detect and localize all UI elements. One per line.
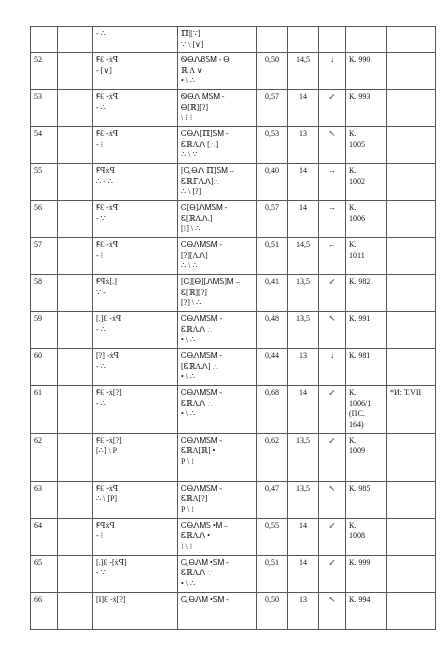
row-number-cell: 65 (31, 555, 58, 592)
cell-line: К. 999 (349, 557, 371, 567)
inscription-cell (93, 275, 178, 312)
empty-cell (58, 90, 93, 127)
cell-line: ꞘԐ -ẋꟼ (96, 129, 119, 139)
direction-arrow-cell: ↙ (319, 386, 346, 433)
note-cell (387, 27, 436, 53)
direction-arrow-cell: ↓ (319, 349, 346, 386)
table-row (31, 90, 436, 127)
reference-cell (346, 555, 387, 592)
cell-line: ∴ \ [?] (181, 187, 202, 197)
measure-1-cell: 0,51 (257, 238, 288, 275)
reading-cell (178, 349, 257, 386)
empty-cell (58, 312, 93, 349)
cell-line: ᏟᎾᏁᎷᏚᎷ - (181, 240, 223, 250)
cell-line: (ПС. (349, 409, 365, 419)
cell-line: ꞘԐ -ẋꟼ (96, 483, 119, 493)
table-row (31, 518, 436, 555)
cell-line: Ꮎ[ℝ][?] (181, 102, 209, 112)
reference-cell (346, 164, 387, 201)
note-cell (387, 53, 436, 90)
row-number-cell: 60 (31, 349, 58, 386)
measure-2-cell: 13,5 (288, 481, 319, 518)
measure-2-cell: 13 (288, 349, 319, 386)
measure-1-cell: 0,57 (257, 201, 288, 238)
note-cell (387, 433, 436, 481)
note-cell (387, 164, 436, 201)
reference-cell (346, 90, 387, 127)
cell-line: [?][ΛᏁ] (181, 250, 208, 260)
measure-2-cell (288, 27, 319, 53)
reference-cell (346, 481, 387, 518)
cell-line: - ∴ (96, 361, 106, 371)
measure-2-cell: 14 (288, 90, 319, 127)
empty-cell (58, 433, 93, 481)
cell-line: К. 990 (349, 55, 371, 65)
inscription-cell (93, 90, 178, 127)
note-cell (387, 518, 436, 555)
row-number-cell: 52 (31, 53, 58, 90)
empty-cell (58, 386, 93, 433)
direction-arrow-cell: ↖ (319, 127, 346, 164)
note-cell (387, 275, 436, 312)
cell-line: • \ ∴ (181, 578, 196, 588)
cell-line: К. (349, 129, 357, 139)
inscription-cell (93, 238, 178, 275)
cell-line: 1011 (349, 250, 365, 260)
cell-line: ᏟᎾᏁ[ℿ]ᏚᎷ - (181, 129, 229, 139)
cell-line: Ꮯ[Ꮎ]ᏁᎷᏚᎷ - (181, 203, 228, 213)
cell-line: Ꞙꟼẋꟼ (96, 166, 115, 176)
measure-2-cell: 13 (288, 127, 319, 164)
measure-2-cell: 13,5 (288, 433, 319, 481)
note-cell (387, 555, 436, 592)
table-row (31, 164, 436, 201)
inscription-cell (93, 481, 178, 518)
cell-line: ᏟᎾᏁᎷᏚᎷ - (181, 435, 223, 445)
table-row (31, 592, 436, 629)
reading-cell (178, 53, 257, 90)
cell-line: [ᏩᎾᏁ ℿ]ᏚᎷ – (181, 166, 234, 176)
note-cell (387, 592, 436, 629)
cell-line: ᏟᎾᏁᎷᏚᎷ - (181, 314, 223, 324)
cell-line: [⁝] \ ∴ (181, 224, 201, 234)
measure-2-cell: 14 (288, 386, 319, 433)
row-number-cell: 56 (31, 201, 58, 238)
cell-line: К. (349, 203, 357, 213)
cell-line: ᏋℝΛᏁ [∴] (181, 139, 219, 149)
reference-cell (346, 386, 387, 433)
cell-line: ᏋℝΛ[ℝ] • (181, 446, 216, 456)
cell-line: - ∴ (96, 324, 106, 334)
cell-line: ℿ|[∵] (181, 29, 201, 38)
cell-line: К. 981 (349, 351, 371, 361)
catalog-table (30, 26, 436, 630)
cell-line: - ∴ (96, 29, 106, 38)
cell-line: [∴] \ P (96, 446, 118, 456)
cell-line: К. 993 (349, 92, 371, 102)
row-number-cell: 54 (31, 127, 58, 164)
cell-line: - ⁝ (96, 139, 104, 149)
cell-line: - ∴ (96, 102, 106, 112)
direction-arrow-cell: ↖ (319, 592, 346, 629)
direction-arrow-cell: ↓ (319, 53, 346, 90)
measure-1-cell: 0,41 (257, 275, 288, 312)
cell-line: [ᏋℝΛᏁ] ∴ (181, 361, 219, 371)
note-cell (387, 312, 436, 349)
cell-line: ᏩᎾᏁᎷ •ᏚᎷ - (181, 594, 229, 604)
note-cell (387, 90, 436, 127)
cell-line: 164) (349, 419, 364, 429)
cell-line: ∵ - (96, 287, 106, 297)
reading-cell (178, 592, 257, 629)
cell-line: • \ ∴ (181, 76, 196, 86)
direction-arrow-cell: ↙ (319, 518, 346, 555)
note-cell (387, 349, 436, 386)
cell-line: К. 994 (349, 594, 371, 604)
cell-line: К. 982 (349, 277, 371, 287)
inscription-cell (93, 201, 178, 238)
empty-cell (58, 555, 93, 592)
cell-line: ᏫᎾᏁ ᎷᏚᎷ - (181, 92, 225, 102)
table-row (31, 27, 436, 53)
reference-cell (346, 127, 387, 164)
table-row (31, 555, 436, 592)
direction-arrow-cell: ← (319, 238, 346, 275)
note-cell (387, 201, 436, 238)
cell-line: ꞘԐ -ẋ[?] (96, 388, 122, 398)
inscription-cell (93, 592, 178, 629)
cell-line: Ꮛ[ℝ][?] (181, 287, 207, 297)
cell-line: - [∨] (96, 65, 112, 75)
measure-2-cell: 13,5 (288, 275, 319, 312)
note-cell (387, 238, 436, 275)
reading-cell (178, 518, 257, 555)
cell-line: ᏫᎾᏁᏰᏚᎷ - Ꮎ (181, 55, 230, 65)
cell-line: [I]Ԑ -ẋ[?] (96, 594, 126, 604)
note-cell (387, 127, 436, 164)
table-row (31, 201, 436, 238)
empty-cell (58, 518, 93, 555)
row-number-cell: 57 (31, 238, 58, 275)
inscription-cell (93, 27, 178, 53)
cell-line: К. (349, 240, 357, 250)
table-row (31, 312, 436, 349)
cell-line: [?] -ẋꟼ (96, 351, 119, 361)
measure-2-cell: 14 (288, 518, 319, 555)
row-number-cell: 55 (31, 164, 58, 201)
reading-cell (178, 481, 257, 518)
cell-line: [?] \ ∴ (181, 298, 202, 308)
measure-1-cell: 0,47 (257, 481, 288, 518)
table-row (31, 238, 436, 275)
cell-line: ∴ \ [P] (96, 494, 118, 504)
table-row (31, 127, 436, 164)
cell-line: ᏟᎾᏁᎷᏚᎷ - (181, 388, 223, 398)
cell-line: ꞘԐ -ẋꟼ (96, 92, 119, 102)
row-number-cell (31, 27, 58, 53)
row-number-cell: 58 (31, 275, 58, 312)
measure-1-cell: 0,62 (257, 433, 288, 481)
measure-1-cell: 0,68 (257, 386, 288, 433)
direction-arrow-cell: ↙ (319, 90, 346, 127)
reference-cell (346, 27, 387, 53)
cell-line: 1006 (349, 213, 365, 223)
cell-line: ꞘԐ -ẋꟼ (96, 55, 119, 65)
cell-line: ᏋℝΛᏁ ∵ (181, 568, 213, 578)
cell-line: P \ ⁝ (181, 456, 194, 466)
cell-line: - ⁝ (96, 531, 104, 541)
measure-2-cell: 13,5 (288, 312, 319, 349)
reference-cell (346, 312, 387, 349)
reference-cell (346, 518, 387, 555)
empty-cell (58, 349, 93, 386)
cell-line: К. 991 (349, 314, 371, 324)
measure-1-cell: 0,55 (257, 518, 288, 555)
reading-cell (178, 90, 257, 127)
measure-2-cell: 14 (288, 201, 319, 238)
cell-line: • \ ∴ (181, 335, 196, 345)
note-cell (387, 481, 436, 518)
cell-line: ᏟᎾᏁᎷᏚ •Ꮇ – (181, 520, 229, 530)
measure-1-cell: 0,40 (257, 164, 288, 201)
inscription-cell (93, 349, 178, 386)
row-number-cell: 53 (31, 90, 58, 127)
reading-cell (178, 201, 257, 238)
row-number-cell: 66 (31, 592, 58, 629)
cell-line: Ꞙꟼẋ[.] (96, 277, 117, 287)
direction-arrow-cell: ↙ (319, 433, 346, 481)
cell-line: ᏋℝΛᏁ ∴ (181, 324, 213, 334)
measure-1-cell: 0,50 (257, 53, 288, 90)
empty-cell (58, 164, 93, 201)
cell-line: ᏋℝℾΛᏁ]∴ (181, 176, 220, 186)
cell-line: 1008 (349, 531, 365, 541)
reading-cell (178, 433, 257, 481)
reading-cell (178, 386, 257, 433)
measure-1-cell: 0,48 (257, 312, 288, 349)
empty-cell (58, 275, 93, 312)
empty-cell (58, 238, 93, 275)
cell-line: 1002 (349, 176, 365, 186)
reading-cell (178, 312, 257, 349)
inscription-cell (93, 164, 178, 201)
measure-1-cell: 0,50 (257, 592, 288, 629)
empty-cell (58, 592, 93, 629)
empty-cell (58, 53, 93, 90)
cell-line: ᏟᎾᏁᎷᏚᎷ - (181, 351, 223, 361)
direction-arrow-cell: ↖ (319, 312, 346, 349)
cell-line: К. 985 (349, 483, 371, 493)
measure-1-cell: 0,53 (257, 127, 288, 164)
inscription-cell (93, 127, 178, 164)
cell-line: - ∵ (96, 213, 106, 223)
cell-line: - ∴ (96, 398, 106, 408)
table-row (31, 481, 436, 518)
cell-line: ᏟᎾᏁᎷᏚᎷ - (181, 483, 223, 493)
cell-line: [Ꮯ][Ꮎ][ᏁᎷᏚ]Ꮇ – (181, 277, 240, 287)
cell-line: ∴ \ ∵ (181, 150, 198, 160)
empty-cell (58, 201, 93, 238)
cell-line: [.]Ԑ -[ẋꟼ] (96, 557, 127, 567)
reference-cell (346, 275, 387, 312)
cell-line: Ꮛ[ℝΛᏁ.] (181, 213, 213, 223)
cell-line: - ⁝ (96, 250, 104, 260)
cell-line: \ ⁝ ⁝ (181, 113, 193, 123)
cell-line: • \ ∴ (181, 372, 196, 382)
row-number-cell: 62 (31, 433, 58, 481)
empty-cell (58, 481, 93, 518)
cell-line: ᏋℝΛᏁ ∴ (181, 398, 213, 408)
cell-line: ∵ \ [∨] (181, 39, 204, 49)
cell-line: К. (349, 520, 357, 530)
direction-arrow-cell: ↙ (319, 555, 346, 592)
measure-2-cell: 14,5 (288, 53, 319, 90)
reading-cell (178, 238, 257, 275)
cell-line: P \ ⁝ (181, 504, 194, 514)
inscription-cell (93, 433, 178, 481)
cell-line: ᏋℝΛᏁ • (181, 531, 210, 541)
cell-line: ∴ \ ∴ (181, 261, 198, 271)
reference-cell (346, 201, 387, 238)
table-row (31, 275, 436, 312)
reference-cell (346, 592, 387, 629)
measure-2-cell: 14,5 (288, 238, 319, 275)
measure-1-cell: 0,44 (257, 349, 288, 386)
cell-line: 1009 (349, 446, 365, 456)
inscription-cell (93, 312, 178, 349)
cell-line: ᏋℝΛ[?] (181, 494, 208, 504)
note-cell: *И: Т.VII (387, 386, 436, 433)
inscription-cell (93, 555, 178, 592)
direction-arrow-cell (319, 27, 346, 53)
inscription-cell (93, 518, 178, 555)
cell-line: К. (349, 388, 357, 398)
direction-arrow-cell: → (319, 201, 346, 238)
inscription-cell (93, 386, 178, 433)
direction-arrow-cell: → (319, 164, 346, 201)
row-number-cell: 64 (31, 518, 58, 555)
measure-2-cell: 13 (288, 592, 319, 629)
reference-cell (346, 238, 387, 275)
cell-line: К. (349, 435, 357, 445)
cell-line: ꞘԐ -ẋꟼ (96, 240, 119, 250)
cell-line: 1006/1 (349, 398, 372, 408)
cell-line: ꞘԐ -ẋꟼ (96, 203, 119, 213)
table-row (31, 349, 436, 386)
cell-line: 1005 (349, 139, 365, 149)
row-number-cell: 59 (31, 312, 58, 349)
table-row (31, 433, 436, 481)
cell-line: Ꞙꟼẋꟼ (96, 520, 115, 530)
cell-line: [.]Ԑ -ẋꟼ (96, 314, 122, 324)
reference-cell (346, 53, 387, 90)
cell-line: ꞘԐ -ẋ[?] (96, 435, 122, 445)
row-number-cell: 63 (31, 481, 58, 518)
measure-2-cell: 14 (288, 164, 319, 201)
cell-line: ⁝ \ ⁝ (181, 541, 193, 551)
catalog-table-body (31, 27, 436, 630)
reading-cell (178, 164, 257, 201)
reading-cell (178, 27, 257, 53)
reference-cell (346, 433, 387, 481)
reference-cell (346, 349, 387, 386)
cell-line: К. (349, 166, 357, 176)
reading-cell (178, 555, 257, 592)
row-number-cell: 61 (31, 386, 58, 433)
cell-line: ℝ Λ ∨ (181, 65, 203, 75)
measure-2-cell: 14 (288, 555, 319, 592)
measure-1-cell (257, 27, 288, 53)
measure-1-cell: 0,57 (257, 90, 288, 127)
direction-arrow-cell: ↖ (319, 481, 346, 518)
empty-cell (58, 127, 93, 164)
direction-arrow-cell: ↙ (319, 275, 346, 312)
cell-line: ᏩᎾᏁᎷ •ᏚᎷ - (181, 557, 229, 567)
reading-cell (178, 275, 257, 312)
table-row (31, 53, 436, 90)
reading-cell (178, 127, 257, 164)
inscription-cell (93, 53, 178, 90)
measure-1-cell: 0,51 (257, 555, 288, 592)
empty-cell (58, 27, 93, 53)
cell-line: • \ ∴ (181, 409, 196, 419)
cell-line: - ∵ (96, 568, 106, 578)
cell-line: ∴ - ∴ (96, 176, 113, 186)
table-row (31, 386, 436, 433)
